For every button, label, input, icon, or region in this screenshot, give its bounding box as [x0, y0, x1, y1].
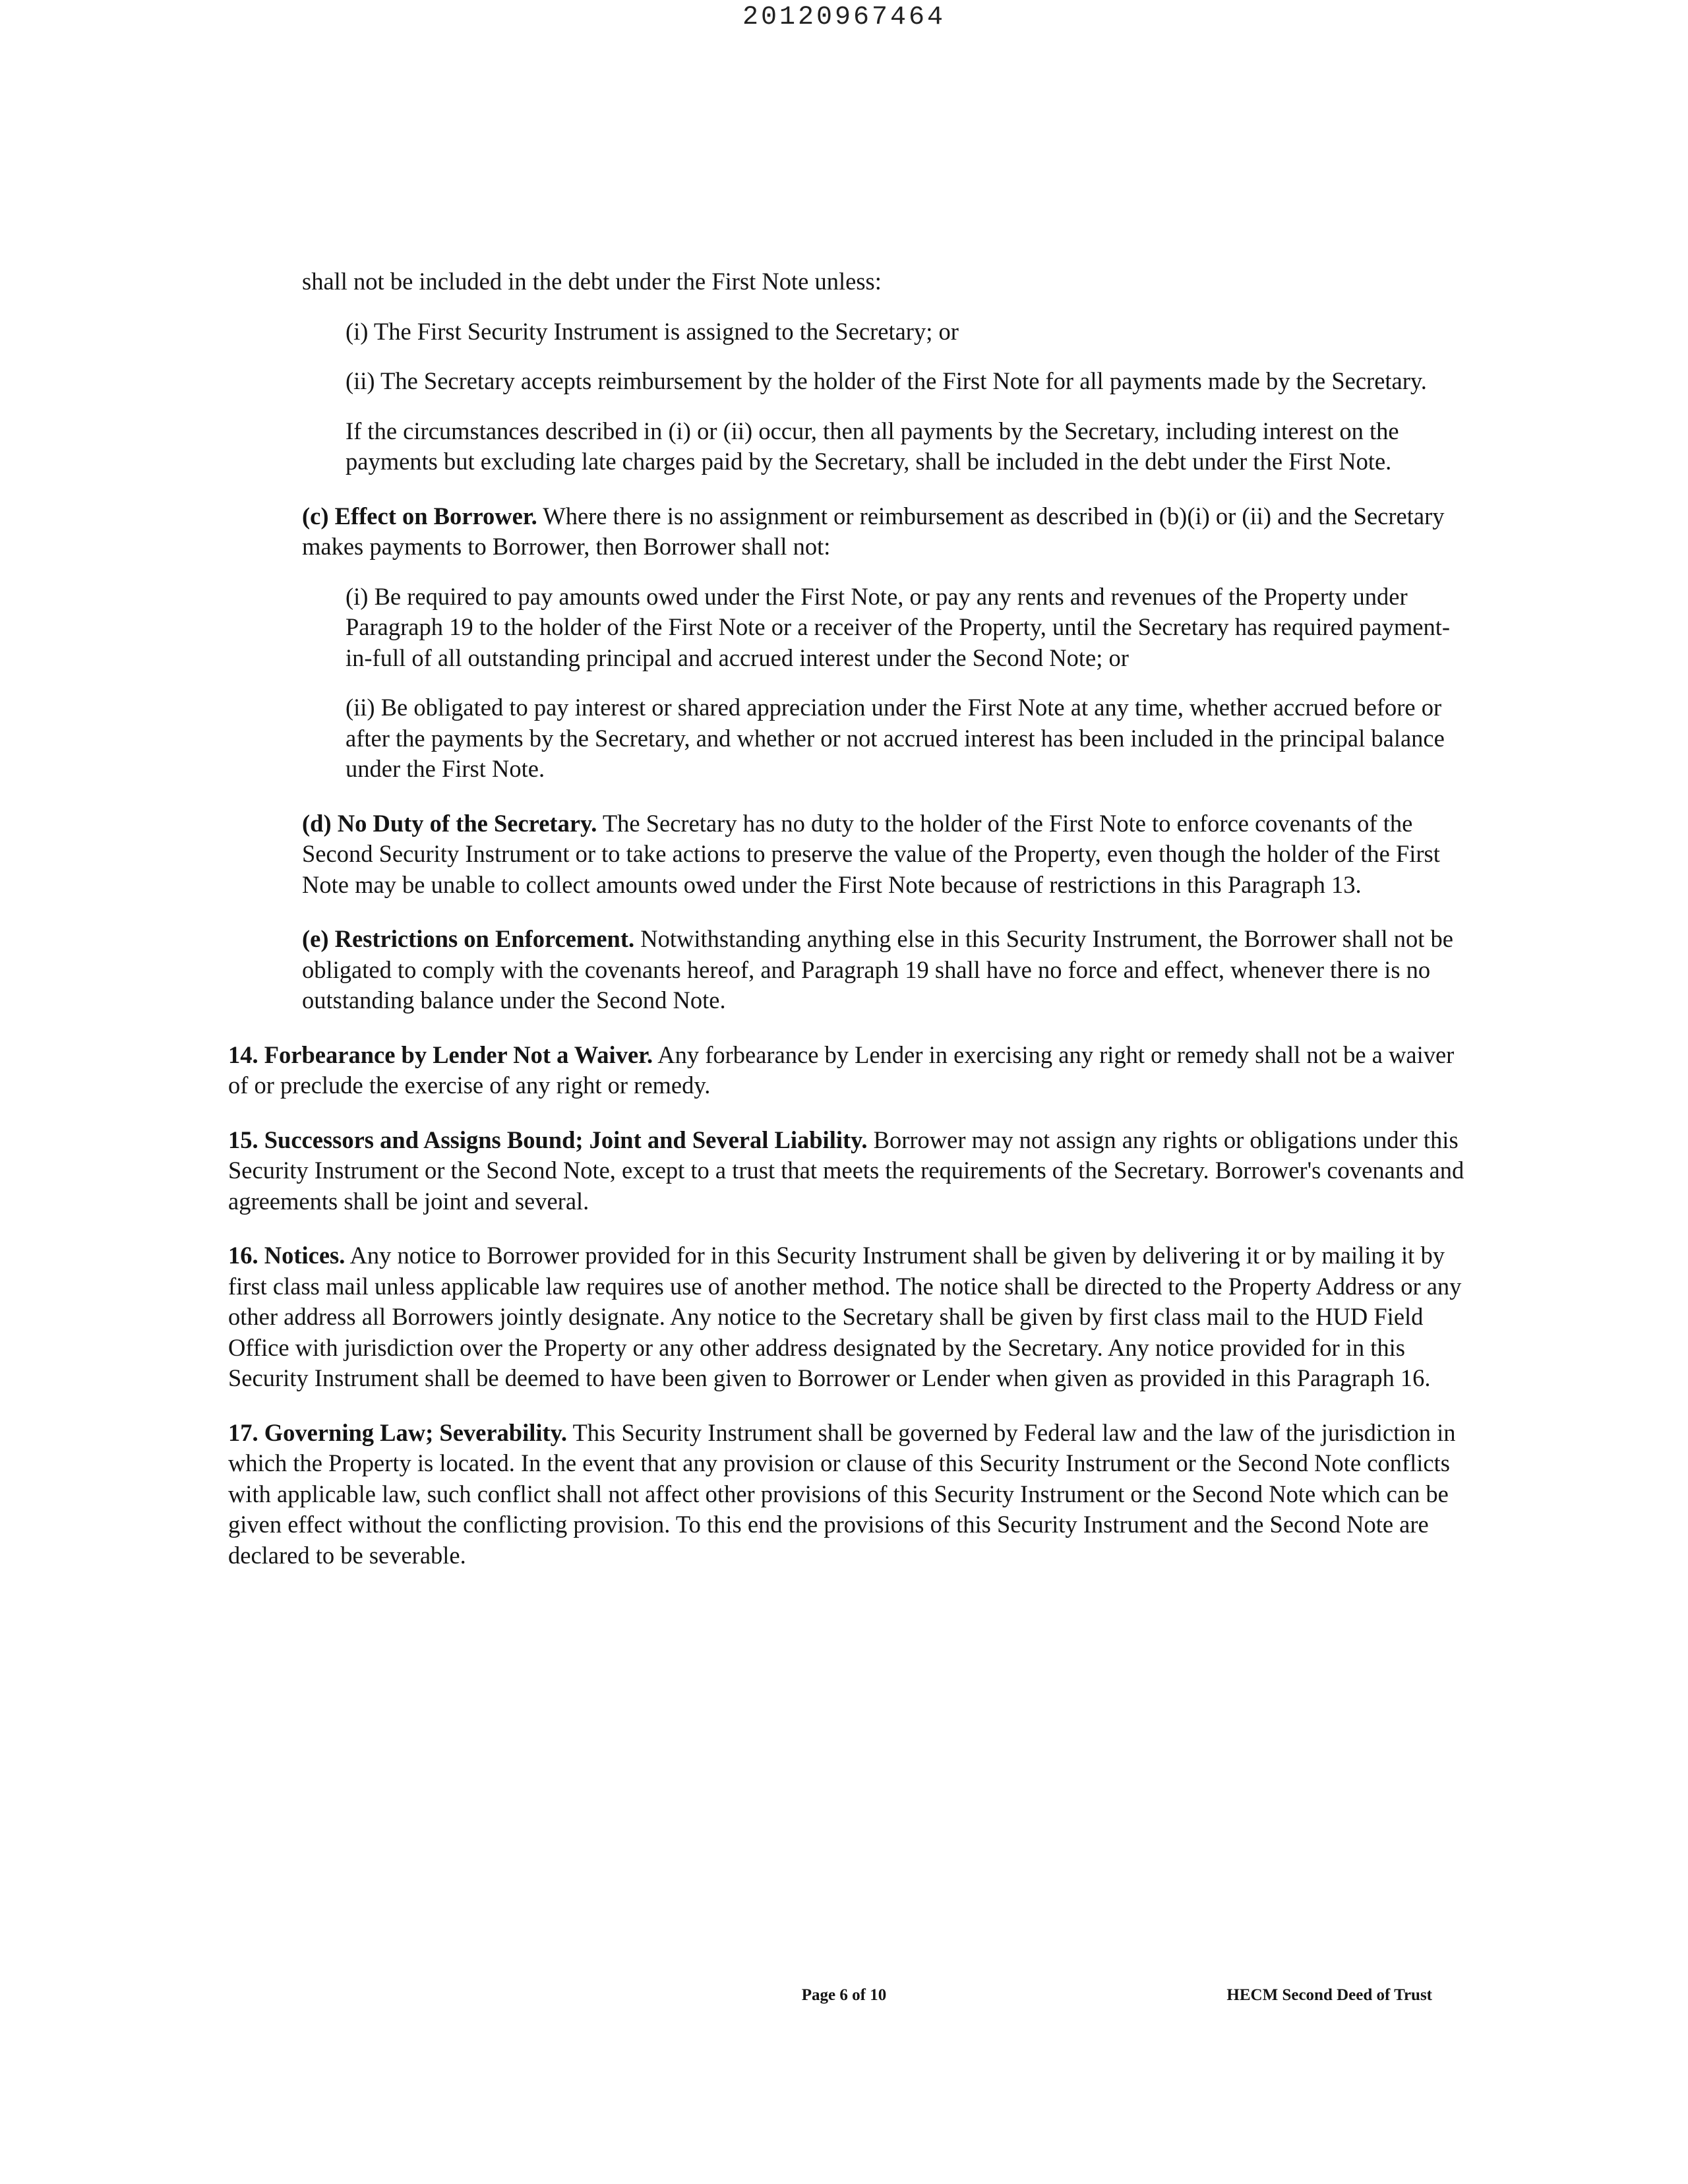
clause-c: [302, 501, 1468, 562]
recording-number: 20120967464: [742, 3, 946, 32]
clause-c-heading: (c) Effect on Borrower.: [302, 502, 537, 530]
clause-e-heading: (e) Restrictions on Enforcement.: [302, 925, 635, 952]
section-16-text: Any notice to Borrower provided for in this Security Instrument shall be given by delivering it or by mailing it by first class mail unless applicable law requires use of another method. The notice shall be directed to the Property Address or any other address all Borrowers jointly designate. Any notice to the Secretary shall be given by first class mail to the HUD Field Office with jurisdiction over the Property or any other address designated by the Secretary. Any notice provided for in this Security Instrument shall be deemed to have been given to Borrower or Lender when given as provided in this Paragraph 16.: [228, 1242, 1462, 1391]
clause-e-text: Notwithstanding anything else in this Security Instrument, the Borrower shall not be obligated to comply with the covenants hereof, and Paragraph 19 shall have no force and effect, whenever there is no outstanding balance under the Second Note.: [302, 925, 1453, 1014]
clause-b-i: (i) The First Security Instrument is assigned to the Secretary; or: [346, 317, 959, 345]
section-16: [228, 1240, 1468, 1394]
clause-c-i: (i) Be required to pay amounts owed under the First Note, or pay any rents and revenues of the Property under Paragraph 19 to the holder of the First Note or a receiver of the Property, until the Secretary has required payment-in-full of all outstanding principal and accrued interest under the Second Note; or: [346, 582, 1451, 671]
clause-b-circumstances: If the circumstances described in (i) or (ii) occur, then all payments by the Secretary, including interest on the payments but excluding late charges paid by the Secretary, shall be included in the debt under the First Note.: [346, 417, 1399, 475]
clause-c-ii: (ii) Be obligated to pay interest or shared appreciation under the First Note at any time, whether accrued before or after the payments by the Secretary, and whether or not accrued interest has been included in the principal balance under the First Note.: [346, 694, 1445, 782]
clause-d-text: The Secretary has no duty to the holder of the First Note to enforce covenants of the Second Security Instrument or to take actions to preserve the value of the Property, even though the holder of the First Note may be unable to collect amounts owed under the First Note because of restrictions in this Paragraph 13.: [302, 809, 1440, 898]
section-15: [228, 1125, 1468, 1217]
document-title-footer: HECM Second Deed of Trust: [1226, 1986, 1432, 2004]
section-14: [228, 1040, 1468, 1101]
section-14-text: Any forbearance by Lender in exercising any right or remedy shall not be a waiver of or preclude the exercise of any right or remedy.: [228, 1041, 1455, 1099]
page-number: Page 6 of 10: [801, 1986, 887, 2004]
section-14-heading: 14. Forbearance by Lender Not a Waiver.: [228, 1041, 653, 1068]
section-17-text: This Security Instrument shall be governed by Federal law and the law of the jurisdiction in which the Property is located. In the event that any provision or clause of this Security Instrument or the Second Note conflicts with applicable law, such conflict shall not affect other provisions of this Security Instrument or the Second Note which can be given effect without the conflicting provision. To this end the provisions of this Security Instrument and the Second Note are declared to be severable.: [228, 1418, 1456, 1569]
clause-c-text: Where there is no assignment or reimbursement as described in (b)(i) or (ii) and the Secretary makes payments to Borrower, then Borrower shall not:: [302, 502, 1445, 560]
section-17: [228, 1418, 1468, 1571]
section-16-heading: 16. Notices.: [228, 1242, 346, 1269]
clause-d-heading: (d) No Duty of the Secretary.: [302, 809, 597, 837]
section-15-text: Borrower may not assign any rights or obligations under this Security Instrument or the Second Note, except to a trust that meets the requirements of the Secretary. Borrower's covenants and agreements shall be joint and several.: [228, 1126, 1464, 1215]
clause-b-ii: (ii) The Secretary accepts reimbursement by the holder of the First Note for all payments made by the Secretary.: [346, 367, 1427, 394]
paragraph-continuation: shall not be included in the debt under the First Note unless:: [302, 268, 882, 295]
document-body: [228, 266, 1468, 1571]
clause-d: [302, 808, 1468, 901]
section-17-heading: 17. Governing Law; Severability.: [228, 1418, 568, 1446]
clause-e: [302, 924, 1468, 1016]
section-15-heading: 15. Successors and Assigns Bound; Joint and Several Liability.: [228, 1126, 868, 1153]
